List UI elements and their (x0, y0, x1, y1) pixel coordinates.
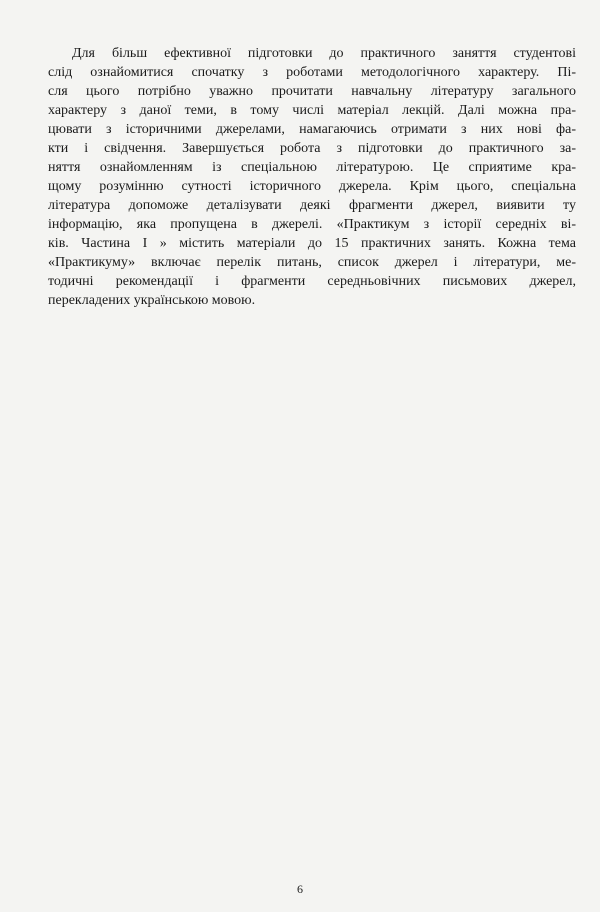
page-number: 6 (297, 882, 303, 896)
text-line: сля цього потрібно уважно прочитати навчальну літературу загального (48, 84, 576, 99)
text-line: цювати з історичними джерелами, намагаючись отримати з них нові фа- (48, 122, 576, 137)
text-line: щому розумінню сутності історичного джерела. Крім цього, спеціальна (48, 179, 576, 194)
text-line: няття ознайомленням із спеціальною літературою. Це сприятиме кра- (48, 160, 576, 175)
body-paragraph (48, 44, 576, 310)
text-line: слід ознайомитися спочатку з роботами методологічного характеру. Пі- (48, 65, 576, 80)
text-line: тодичні рекомендації і фрагменти середньовічних письмових джерел, (48, 274, 576, 289)
text-line: «Практикуму» включає перелік питань, список джерел і літератури, ме- (48, 255, 576, 270)
text-line: література допоможе деталізувати деякі фрагменти джерел, виявити ту (48, 198, 576, 213)
text-line: інформацію, яка пропущена в джерелі. «Практикум з історії середніх ві- (48, 217, 576, 232)
text-line: ків. Частина І » містить матеріали до 15 практичних занять. Кожна тема (48, 236, 576, 251)
text-line: перекладених українською мовою. (48, 293, 256, 308)
text-line: Для більш ефективної підготовки до практичного заняття студентові (72, 46, 576, 61)
text-line: кти і свідчення. Завершується робота з підготовки до практичного за- (48, 141, 576, 156)
text-line: характеру з даної теми, в тому числі матеріал лекцій. Далі можна пра- (48, 103, 576, 118)
